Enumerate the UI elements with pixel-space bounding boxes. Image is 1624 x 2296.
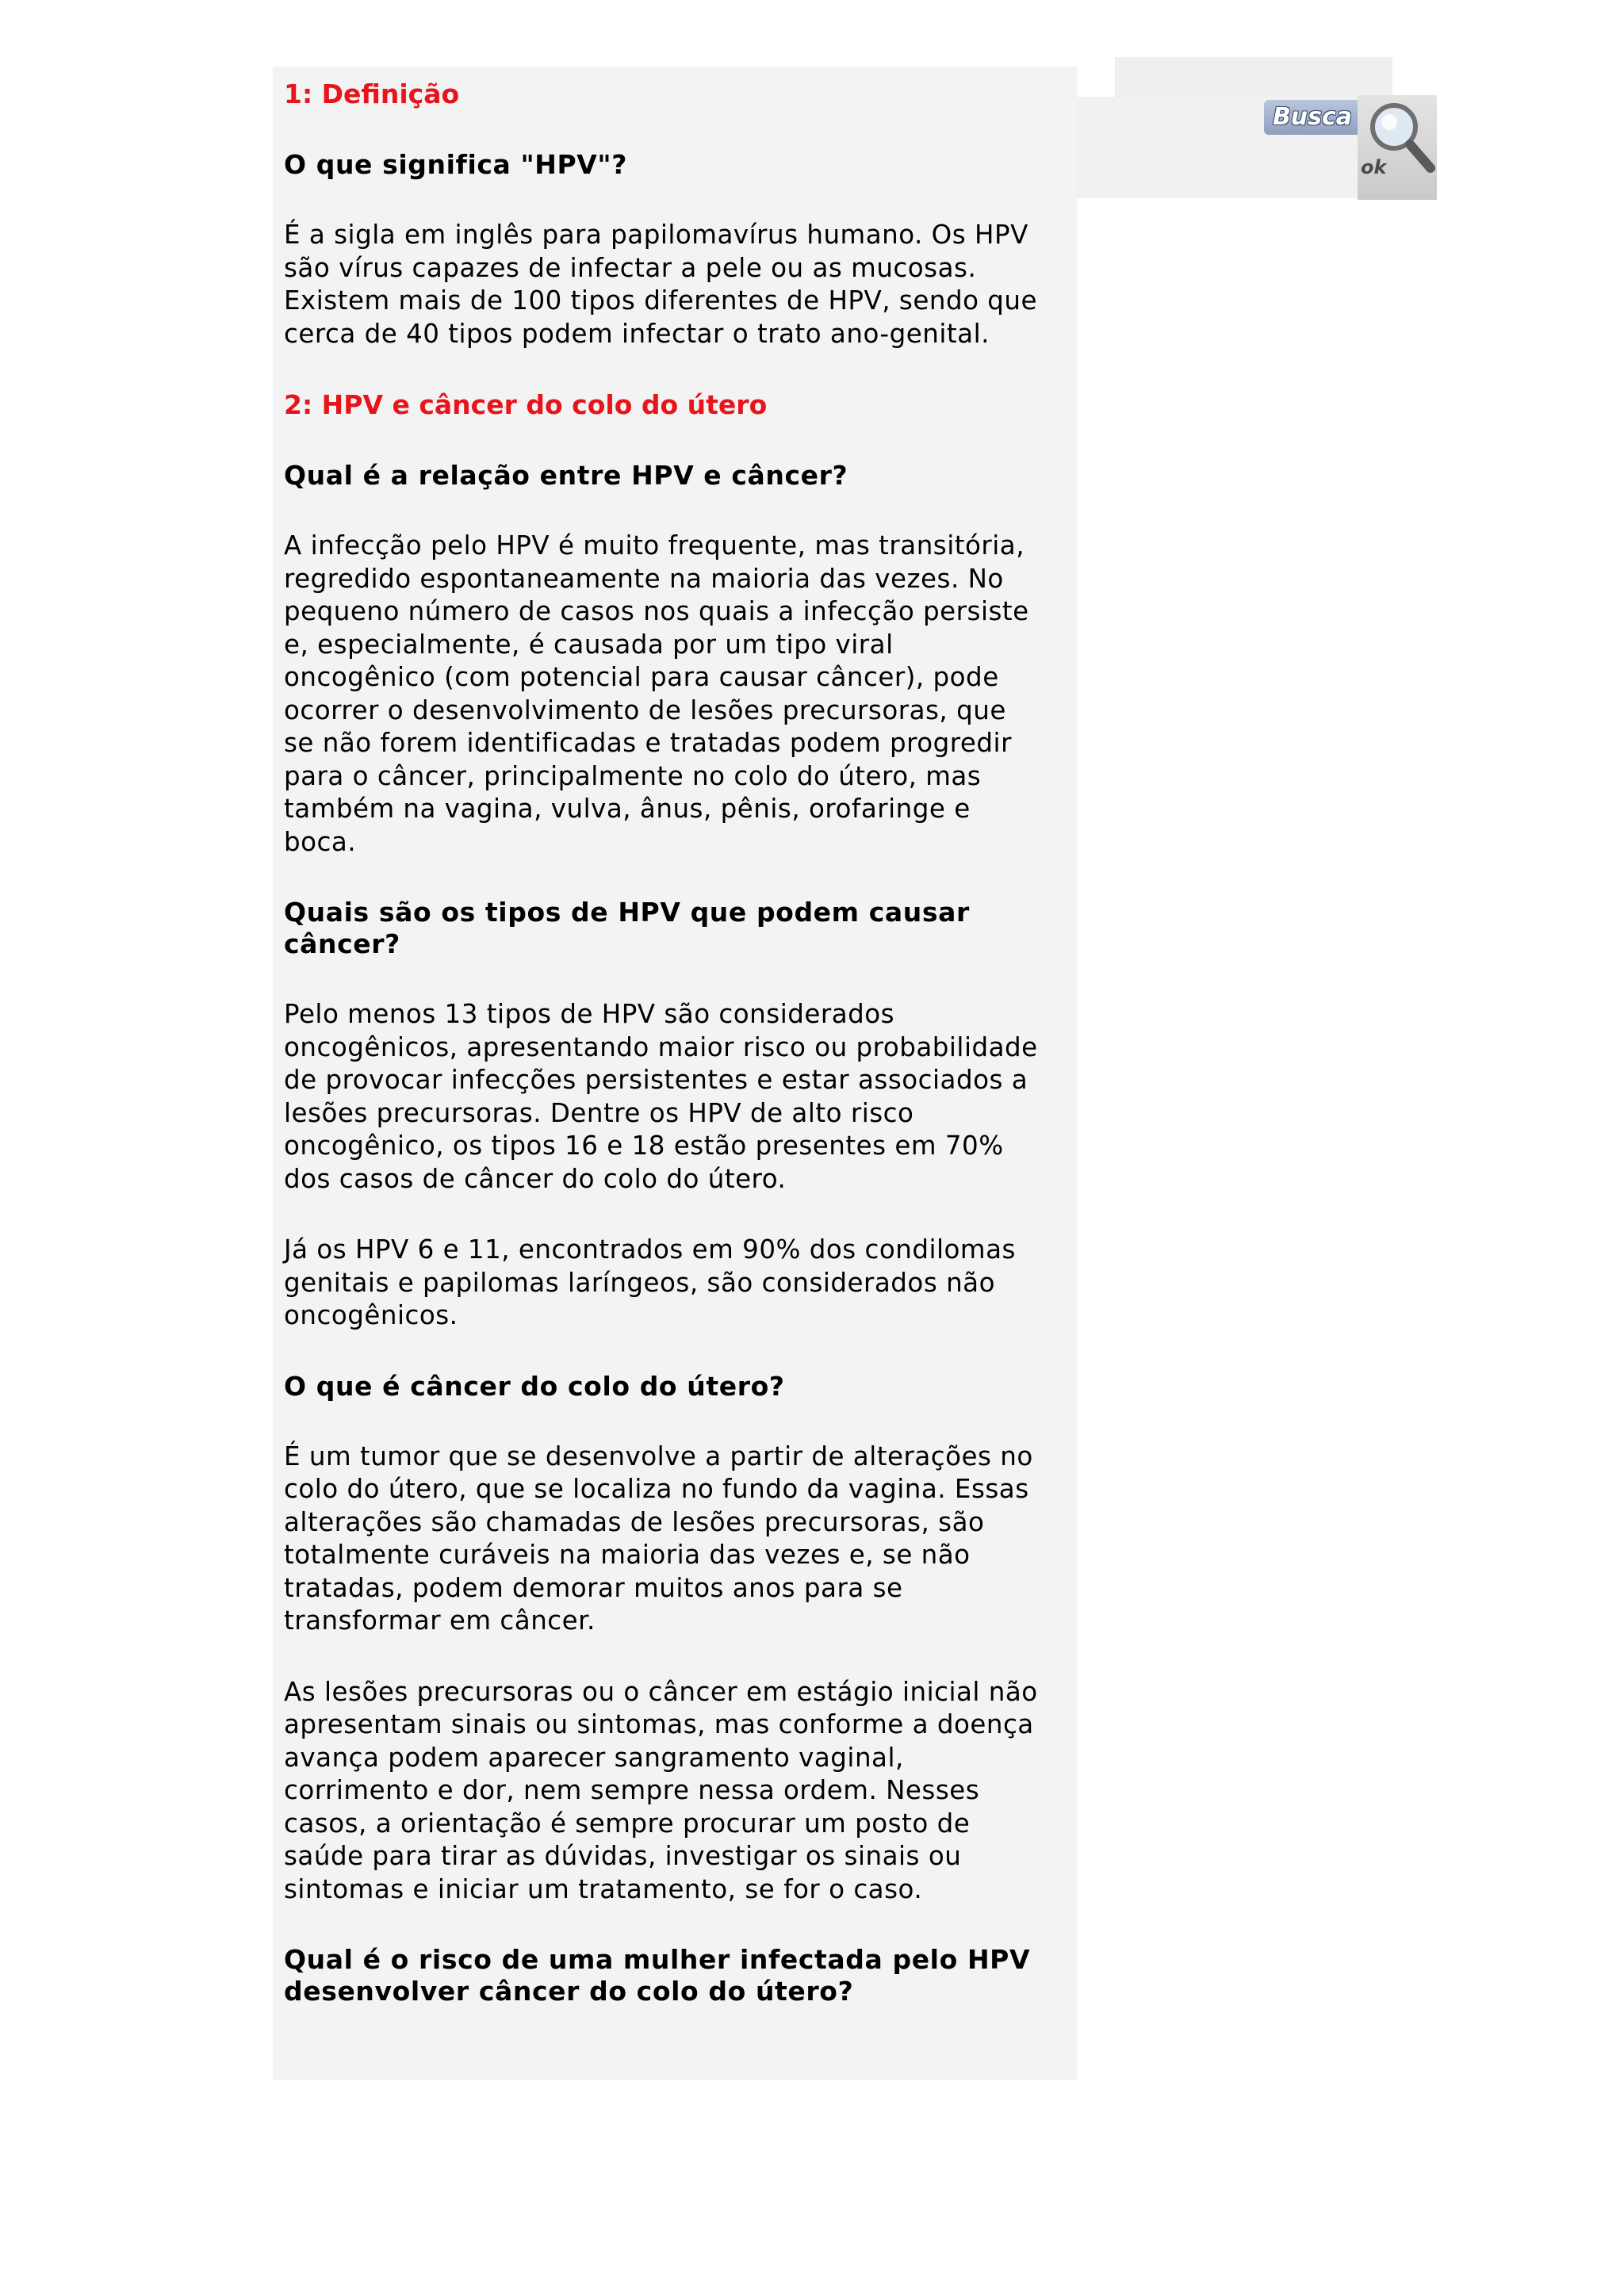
paragraph-line: saúde para tirar as dúvidas, investigar os sinais ou	[284, 1841, 962, 1871]
answer-paragraph	[284, 1676, 1066, 1907]
paragraph-line: avança podem aparecer sangramento vaginal,	[284, 1742, 904, 1773]
paragraph-line: genitais e papilomas laríngeos, são considerados não	[284, 1267, 995, 1298]
paragraph-line: lesões precursoras. Dentre os HPV de alto risco	[284, 1097, 914, 1128]
question-heading: O que é câncer do colo do útero?	[284, 1370, 785, 1402]
paragraph-line: Existem mais de 100 tipos diferentes de HPV, sendo que	[284, 285, 1038, 316]
paragraph-line: regredido espontaneamente na maioria das vezes. No	[284, 563, 1004, 594]
paragraph-line: tratadas, podem demorar muitos anos para se	[284, 1572, 903, 1603]
paragraph-line: É a sigla em inglês para papilomavírus humano. Os HPV	[284, 220, 1028, 250]
paragraph-line: É um tumor que se desenvolve a partir de alterações no	[284, 1441, 1033, 1471]
paragraph-line: também na vagina, vulva, ânus, pênis, orofaringe e	[284, 794, 971, 824]
question-heading: Qual é o risco de uma mulher infectada pelo HPV desenvolver câncer do colo do útero?	[284, 1944, 1031, 2007]
paragraph-line: Já os HPV 6 e 11, encontrados em 90% dos condilomas	[284, 1234, 1016, 1265]
paragraph-line: são vírus capazes de infectar a pele ou as mucosas.	[284, 252, 977, 283]
paragraph-line: e, especialmente, é causada por um tipo viral	[284, 629, 894, 660]
answer-paragraph	[284, 530, 1066, 859]
paragraph-line: oncogênicos, apresentando maior risco ou probabilidade	[284, 1031, 1038, 1062]
paragraph-line: transformar em câncer.	[284, 1605, 596, 1636]
paragraph-line: corrimento e dor, nem sempre nessa ordem. Nesses	[284, 1775, 980, 1805]
paragraph-line: oncogênico (com potencial para causar câncer), pode	[284, 662, 999, 692]
paragraph-line: boca.	[284, 826, 357, 857]
answer-paragraph	[284, 998, 1066, 1196]
paragraph-line: oncogênico, os tipos 16 e 18 estão presentes em 70%	[284, 1131, 1004, 1161]
paragraph-line: para o câncer, principalmente no colo do útero, mas	[284, 760, 982, 791]
paragraph-line: As lesões precursoras ou o câncer em estágio inicial não	[284, 1676, 1038, 1707]
search-header-area	[1115, 57, 1392, 97]
article-content	[273, 67, 1077, 2080]
paragraph-line: totalmente curáveis na maioria das vezes e, se não	[284, 1540, 971, 1570]
question-heading: O que significa "HPV"?	[284, 149, 627, 180]
question-heading: Qual é a relação entre HPV e câncer?	[284, 460, 848, 491]
paragraph-line: ocorrer o desenvolvimento de lesões precursoras, que	[284, 695, 1006, 725]
paragraph-line: casos, a orientação é sempre procurar um posto de	[284, 1808, 971, 1839]
section-title: 2: HPV e câncer do colo do útero	[284, 389, 768, 420]
ok-label[interactable]: ok	[1361, 156, 1387, 178]
paragraph-line: sintomas e iniciar um tratamento, se for o caso.	[284, 1873, 923, 1904]
paragraph-line: alterações são chamadas de lesões precursoras, são	[284, 1506, 985, 1537]
paragraph-line: de provocar infecções persistentes e estar associados a	[284, 1065, 1028, 1095]
search-button[interactable]	[1264, 95, 1438, 200]
paragraph-line: dos casos de câncer do colo do útero.	[284, 1163, 787, 1194]
question-heading: Quais são os tipos de HPV que podem causar câncer?	[284, 897, 970, 959]
search-button-label[interactable]: Busca	[1264, 100, 1361, 135]
answer-paragraph	[284, 1234, 1066, 1333]
paragraph-line: apresentam sinais ou sintomas, mas conforme a doença	[284, 1709, 1034, 1739]
paragraph-line: pequeno número de casos nos quais a infecção persiste	[284, 596, 1029, 626]
paragraph-line: A infecção pelo HPV é muito frequente, mas transitória,	[284, 530, 1025, 561]
answer-paragraph	[284, 219, 1066, 350]
paragraph-line: Pelo menos 13 tipos de HPV são considerados	[284, 999, 895, 1029]
answer-paragraph	[284, 1441, 1066, 1638]
paragraph-line: se não forem identificadas e tratadas podem progredir	[284, 728, 1012, 758]
magnifier-icon[interactable]	[1359, 98, 1437, 197]
paragraph-line: colo do útero, que se localiza no fundo da vagina. Essas	[284, 1474, 1029, 1504]
paragraph-line: cerca de 40 tipos podem infectar o trato ano-genital.	[284, 318, 990, 349]
paragraph-line: oncogênicos.	[284, 1300, 458, 1330]
section-title: 1: Definição	[284, 78, 460, 109]
